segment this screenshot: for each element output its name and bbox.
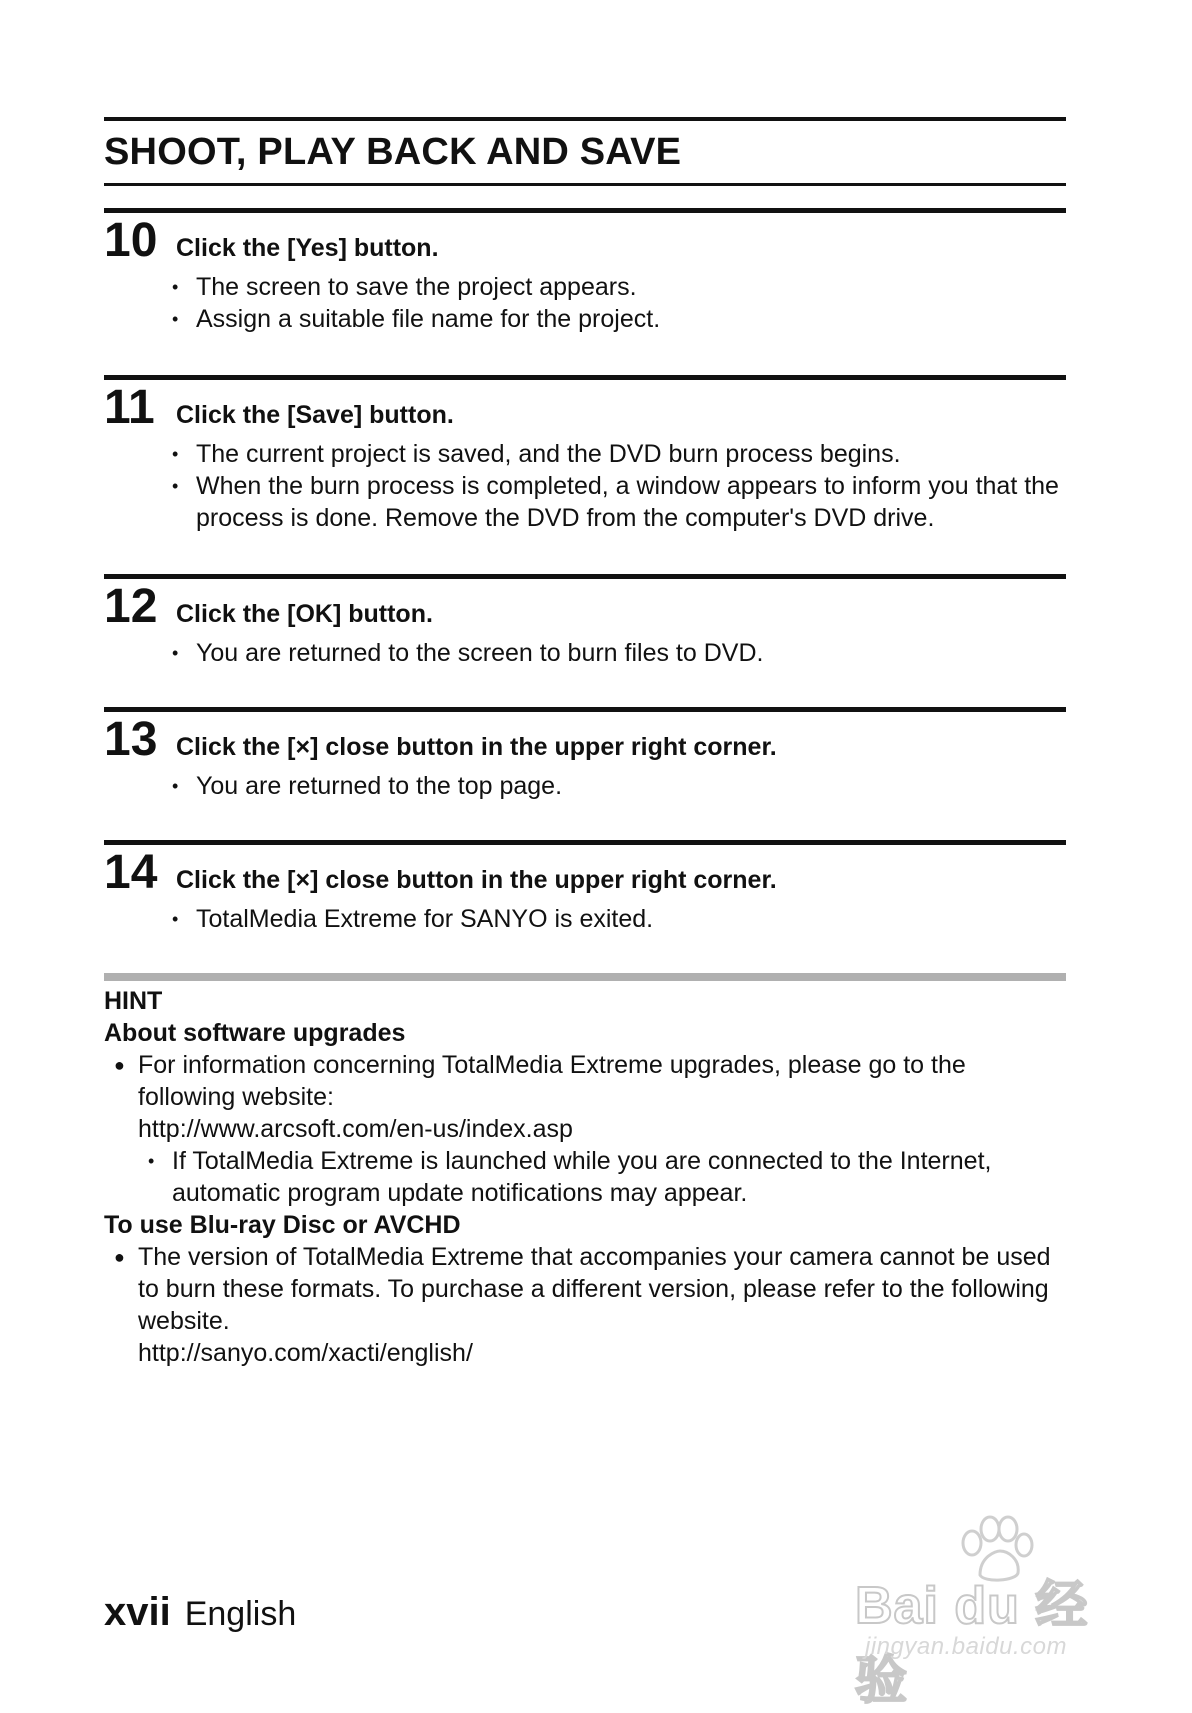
step-number: 12 [104, 579, 158, 633]
page-footer [104, 1590, 296, 1635]
watermark-url: jingyan.baidu.com [865, 1633, 1067, 1660]
step-title: Click the [OK] button. [176, 599, 433, 628]
step-number: 14 [104, 845, 158, 899]
step-number: 11 [104, 380, 155, 434]
step-11 [104, 375, 1066, 534]
baidu-watermark [855, 1515, 1135, 1710]
watermark-logo: Bai du 经验 [855, 1577, 1089, 1710]
step-bullets [104, 903, 1066, 935]
step-title: Click the [×] close button in the upper right corner. [176, 865, 777, 894]
bullet-item: • You are returned to the top page. [168, 770, 1066, 802]
bullet-item: • The screen to save the project appears. [168, 271, 1066, 303]
hint-heading-upgrades: About software upgrades [104, 1018, 406, 1047]
step-bullets [104, 637, 1066, 669]
page-number: xvii [104, 1590, 171, 1634]
hint-item [104, 1049, 1066, 1209]
website-link[interactable]: http://www.arcsoft.com/en-us/index.asp [138, 1114, 573, 1143]
step-bullets [104, 770, 1066, 802]
language-label: English [184, 1595, 297, 1633]
step-title: Click the [×] close button in the upper right corner. [176, 732, 777, 761]
bullet-item: • Assign a suitable file name for the project. [168, 303, 1066, 335]
bullet-item: • TotalMedia Extreme for SANYO is exited. [168, 903, 1066, 935]
bullet-item: • The current project is saved, and the DVD burn process begins. [168, 438, 1066, 470]
website-link[interactable]: http://sanyo.com/xacti/english/ [138, 1338, 473, 1367]
hint-divider [104, 973, 1066, 981]
bullet-item: • When the burn process is completed, a window appears to inform you that the process is done. Remove the DVD from the computer's DVD drive. [168, 470, 1066, 534]
hint-label: HINT [104, 986, 163, 1015]
hint-text: For information concerning TotalMedia Extreme upgrades, please go to the following website: [138, 1050, 966, 1111]
step-14 [104, 840, 1066, 935]
hint-list-upgrades [104, 1049, 1066, 1209]
step-title: Click the [Save] button. [176, 400, 454, 429]
step-10 [104, 208, 1066, 335]
step-13 [104, 707, 1066, 802]
page-title: SHOOT, PLAY BACK AND SAVE [104, 121, 1066, 186]
manual-page [104, 117, 1066, 1369]
hint-list-bluray [104, 1241, 1066, 1369]
bullet-item: • You are returned to the screen to burn files to DVD. [168, 637, 1066, 669]
hint-text: The version of TotalMedia Extreme that accompanies your camera cannot be used to burn these formats. To purchase a different version, please refer to the following website. [138, 1242, 1051, 1335]
step-number: 10 [104, 213, 158, 267]
step-12 [104, 574, 1066, 669]
step-bullets [104, 438, 1066, 534]
hint-sub-item: • If TotalMedia Extreme is launched while you are connected to the Internet, automatic program update notifications may appear. [138, 1145, 1066, 1209]
step-title: Click the [Yes] button. [176, 233, 439, 262]
step-number: 13 [104, 712, 158, 766]
step-bullets [104, 271, 1066, 335]
hint-heading-bluray: To use Blu-ray Disc or AVCHD [104, 1210, 461, 1239]
hint-sub-list [138, 1145, 1066, 1209]
hint-item [104, 1241, 1066, 1369]
